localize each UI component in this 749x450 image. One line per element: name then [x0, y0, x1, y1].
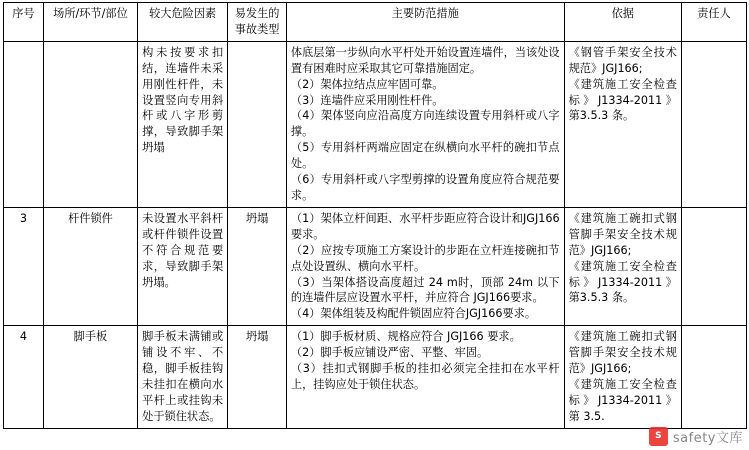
- cell-risk: 未设置水平斜杆或杆件锁件设置不符合规范要求，导致脚手架坍塌。: [138, 207, 228, 325]
- measure-item: （1）架体立杆间距、水平杆步距应符合设计和JGJ166要求。: [290, 211, 560, 241]
- basis-item: 《建筑施工安全检查标》J1334-2011》第3.5.3 条。: [568, 259, 677, 305]
- cell-responsible: [681, 41, 746, 207]
- measure-item: （3）当架体搭设高度超过 24 m时，顶部 24m 以下的连墙件层应设置水平杆，并应符合 JGJ166要求。: [290, 275, 560, 305]
- cell-measures: [286, 207, 564, 325]
- cell-measures: [286, 41, 564, 207]
- cell-place: 杆件锁件: [43, 207, 137, 325]
- measure-item: （3）挂扣式钢脚手板的挂扣必须完全挂扣在水平杆上，挂钩应处于锁住状态。: [290, 362, 560, 391]
- header-place: 场所/环节/部位: [43, 3, 137, 42]
- cell-responsible: [681, 326, 746, 428]
- basis-item: 《建筑施工安全检查标》J1334-2011》第 3.5.: [568, 377, 677, 423]
- cell-risk: 构未按要求扣结，连墙件未采用刚性杆件，未设置竖向专用斜杆或八字形剪撑，导致脚手架坍塌: [138, 41, 228, 207]
- cell-no: 4: [4, 326, 44, 428]
- table-row: [4, 326, 747, 428]
- basis-item: 《建筑施工碗扣式钢管脚手架安全技术规范》JGJ166;: [568, 211, 677, 257]
- measure-item: 体底层第一步纵向水平杆处开始设置连墙件，当该处设置有困难时应采取其它可靠措施固定。: [290, 45, 560, 75]
- measure-item: （4）架体组装及构配件锁固应符合JGJ166要求。: [290, 307, 537, 321]
- header-basis: 依据: [564, 3, 681, 42]
- measure-item: （2）脚手板应铺设严密、平整、牢固。: [290, 346, 489, 360]
- table-row: [4, 207, 747, 325]
- safety-logo-icon: S: [649, 427, 668, 446]
- table-header-row: [4, 3, 747, 42]
- basis-item: 《建筑施工碗扣式钢管脚手架安全技术规范》JGJ166;: [568, 330, 677, 376]
- cell-no: 3: [4, 207, 44, 325]
- cell-basis: [564, 207, 681, 325]
- cell-basis: [564, 41, 681, 207]
- cell-basis: [564, 326, 681, 428]
- cell-risk: 脚手板未满铺或铺设不牢、不稳，脚手板挂钩未挂扣在横向水平杆上或挂钩未处于锁住状态。: [138, 326, 228, 428]
- cell-accident-type: [228, 41, 287, 207]
- cell-responsible: [681, 207, 746, 325]
- header-no: 序号: [4, 3, 44, 42]
- header-accident-type: 易发生的事故类型: [228, 3, 287, 42]
- basis-item: 《建筑施工安全检查标》J1334-2011》第3.5.3 条。: [568, 77, 677, 123]
- watermark-label: safety文库: [672, 431, 743, 446]
- cell-place: [43, 41, 137, 207]
- cell-place: 脚手板: [43, 326, 137, 428]
- document-page: [0, 2, 749, 450]
- risk-control-table: [3, 2, 747, 429]
- cell-accident-type: 坍塌: [228, 326, 287, 428]
- watermark: [649, 427, 743, 446]
- measure-item: （6）专用斜杆或八字型剪撑的设置角度应符合规范要求。: [290, 173, 560, 202]
- measure-item: （1）脚手板材质、规格应符合 JGJ166 要求。: [290, 330, 521, 344]
- measure-item: （2）架体拉结点应牢固可靠。: [290, 77, 444, 91]
- measure-item: （4）架体竖向应沿高度方向连续设置专用斜杆或八字撑。: [290, 109, 560, 139]
- measure-item: （3）连墙件应采用刚性杆件。: [290, 93, 444, 107]
- header-responsible: 责任人: [681, 3, 746, 42]
- header-risk: 较大危险因素: [138, 3, 228, 42]
- table-row: [4, 41, 747, 207]
- measure-item: （5）专用斜杆两端应固定在纵横向水平杆的碗扣节点处。: [290, 141, 560, 171]
- cell-no: [4, 41, 44, 207]
- header-measures: 主要防范措施: [286, 3, 564, 42]
- basis-item: 《钢管手架安全技术规范》JGJ166;: [568, 45, 677, 75]
- cell-accident-type: 坍塌: [228, 207, 287, 325]
- cell-measures: [286, 326, 564, 428]
- measure-item: （2）应按专项施工方案设计的步距在立杆连接碗扣节点处设置纵、横向水平杆。: [290, 243, 560, 273]
